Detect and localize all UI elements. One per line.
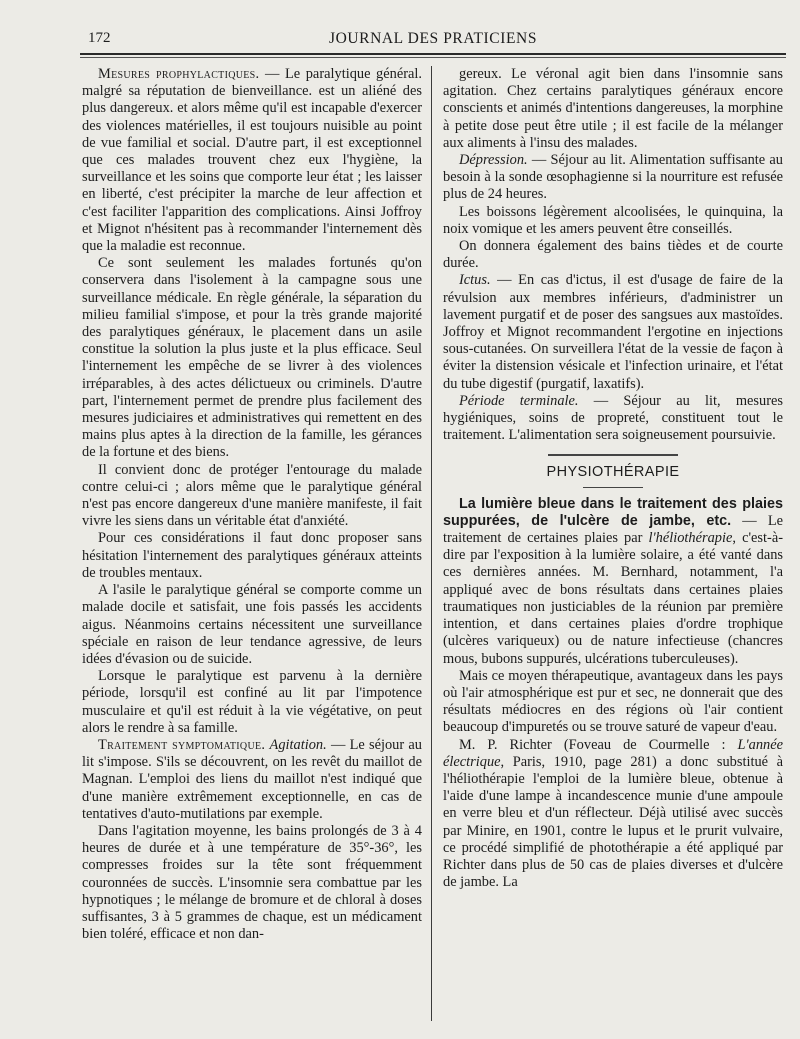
section-title: PHYSIOTHÉRAPIE bbox=[546, 464, 680, 481]
journal-title: JOURNAL DES PRATICIENS bbox=[328, 30, 538, 47]
paragraph-text: , c'est-à-dire par l'exposition à la lumière solaire, a été vanté dans ces dernières années. M. Bernhard, notamment, l'a appliqué avec de bons résultats dans certaines plaies traumatiques non justiciables de la réunion par première intention, et dans certaines plaies d'ordre trophique (ulcères variqueux) ou de nature infectieuse (chancres mous, bubons suppurés, ulcérations tuberculeuses). bbox=[443, 530, 784, 667]
subsection-lead: Période terminale. bbox=[459, 392, 579, 409]
paragraph: Il convient donc de protéger l'entourage du malade contre celui-ci ; alors même que le paralytique général n'est pas encore dangereux d'une manière manifeste, il fait vivre les siens dans un véritable état d'anxiété. bbox=[82, 461, 422, 530]
header-rule bbox=[80, 53, 786, 55]
section-top-rule bbox=[548, 454, 678, 456]
paragraph: Dans l'agitation moyenne, les bains prolongés de 3 à 4 heures de durée et à une température de 35°-36°, les compresses froides sur la tête sont fréquemment couronnées de succès. L'insomnie sera combattue par les hypnotiques ; le mélange de bromure et de chloral à doses suffisantes, 3 à 5 grammes de chaque, est un médicament bien toléré, efficace et non dan- bbox=[82, 822, 422, 943]
paragraph-text: — En cas d'ictus, il est d'usage de faire de la révulsion aux membres inférieurs, d'administrer un lavement purgatif et de poser des sangsues aux mastoïdes. Joffroy et Mignot recommandent l'ergotine en injections sous-cutanées. On surveillera l'état de la vessie de façon à éviter la distension vésicale et l'infection urinaire, et l'état du tube digestif (purgatif, laxatifs). bbox=[443, 272, 783, 392]
section-lead: Mesures prophylactiques. bbox=[98, 66, 260, 82]
subsection-lead: Dépression. bbox=[459, 152, 528, 169]
paragraph: Lorsque le paralytique est parvenu à la dernière période, lorsqu'il est confiné au lit par l'impotence musculaire et qu'il est réduit à la vie végétative, on peut alors le rendre à sa famille. bbox=[82, 668, 422, 736]
paragraph: Pour ces considérations il faut donc proposer sans hésitation l'internement des paralytiques généraux atteints de troubles mentaux. bbox=[82, 530, 422, 581]
paragraph-text: — Le séjour au lit s'impose. S'ils se découvrent, on les revêt du maillot de Magnan. L'emploi des liens du maillot n'est indiqué que d'une manière extrêmement exceptionnelle, en cas de tentatives d'auto-mutilations par exemple. bbox=[82, 736, 422, 822]
paragraph-text: — Le traitement de certaines plaies par bbox=[443, 512, 784, 547]
subsection-lead: Agitation. bbox=[269, 736, 327, 753]
paragraph-text: M. P. Richter (Foveau de Courmelle : bbox=[459, 736, 738, 753]
paragraph bbox=[82, 737, 422, 823]
paragraph: Les boissons légèrement alcoolisées, le quinquina, la noix vomique et les amers peuvent être conseillés. bbox=[443, 203, 783, 237]
column-divider bbox=[431, 66, 432, 1021]
page-number: 172 bbox=[88, 30, 111, 46]
paragraph: gereux. Le véronal agit bien dans l'insomnie sans agitation. Chez certains paralytiques généraux encore conscients et animés d'intentions dangereuses, la morphine à petite dose peut être utile ; il est facile de la mélanger aux aliments à l'insu des malades. bbox=[443, 66, 783, 151]
header-rule-thin bbox=[80, 57, 786, 58]
paragraph bbox=[443, 737, 783, 892]
paragraph bbox=[443, 272, 783, 392]
paragraph bbox=[443, 393, 783, 445]
section-lead: Traitement symptomatique. bbox=[98, 736, 266, 753]
paragraph bbox=[443, 496, 783, 668]
paragraph-text: — Séjour au lit, mesures hygiéniques, soins de propreté, constituent tout le traitement. L'alimentation sera soigneusement poursuivie. bbox=[443, 392, 783, 444]
emphasis: l'héliothérapie bbox=[648, 530, 733, 547]
paragraph: On donnera également des bains tièdes et de courte durée. bbox=[443, 238, 783, 272]
section-bottom-rule bbox=[583, 487, 643, 488]
paragraph bbox=[82, 66, 422, 255]
citation-title: L'année électrique bbox=[443, 736, 783, 770]
paragraph bbox=[443, 152, 783, 204]
page-header bbox=[80, 30, 786, 52]
subsection-lead: Ictus. bbox=[459, 272, 491, 289]
paragraph: Ce sont seulement les malades fortunés qu'on conservera dans l'isolement à la campagne sous une surveillance médicale. En règle générale, la séparation du milieu familial s'impose, et pour la très grande majorité des paralytiques généraux, le placement dans un asile constitue la solution la plus juste et la plus efficace. Seul l'internement les empêche de se livrer à des violences irréparables, à des actes délictueux ou criminels. D'autre part, l'internement permet de prendre plus facilement des mesures judiciaires et administratives qui remettent en des mains plus aptes à la direction de la famille, les gérances de la fortune et des biens. bbox=[82, 255, 422, 461]
paragraph-text: — Le paralytique général. malgré sa réputation de bienveillance. est un aliéné des plus dangereux. et alors même qu'il est incapable d'exercer des violences matérielles, il est toujours nuisible au point de vue familial et social. D'autre part, il est exceptionnel que ces malades trouvent chez eux l'hygiène, la surveillance et les soins que comporte leur état ; les laisser en liberté, c'est précipiter la marche de leur affection et c'est faciliter l'apparition des complications. Ainsi Joffroy et Mignot n'hésitent pas à recommander l'internement dès que la maladie est reconnue. bbox=[82, 66, 422, 255]
right-column bbox=[443, 66, 783, 891]
article-title: La lumière bleue dans le traitement des plaies suppurées, de l'ulcère de jambe, etc. bbox=[443, 495, 783, 529]
paragraph: A l'asile le paralytique général se comporte comme un malade docile et satisfait, une fois passés les accidents aigus. Néanmoins certains nécessitent une surveillance spéciale en raison de leur tendance agressive, de leurs idées d'évasion ou de suicide. bbox=[82, 582, 422, 667]
paragraph-text: , Paris, 1910, page 281) a donc substitué à l'héliothérapie l'emploi de la lumière bleue, obtenue à l'aide d'une lampe à incandescence munie d'une ampoule en verre bleu et d'un réflecteur. Déjà utilisé avec succès par Minire, en 1901, contre le lupus et le prurit vulvaire, ce procédé simplifié de photothérapie a été appliqué par Richter dans plus de 50 cas de plaies diverses et d'ulcère de jambe. La bbox=[443, 753, 783, 891]
section-heading bbox=[443, 454, 783, 487]
left-column bbox=[82, 66, 422, 943]
paragraph: Mais ce moyen thérapeutique, avantageux dans les pays où l'air atmosphérique est pur et sec, ne donnerait que des résultats médiocres en des régions où l'air contient beaucoup d'impuretés ou se trouve saturé de vapeur d'eau. bbox=[443, 667, 783, 736]
paragraph-text: — Séjour au lit. Alimentation suffisante au besoin à la sonde œsophagienne si la nourriture est refusée plus de 24 heures. bbox=[443, 152, 783, 203]
